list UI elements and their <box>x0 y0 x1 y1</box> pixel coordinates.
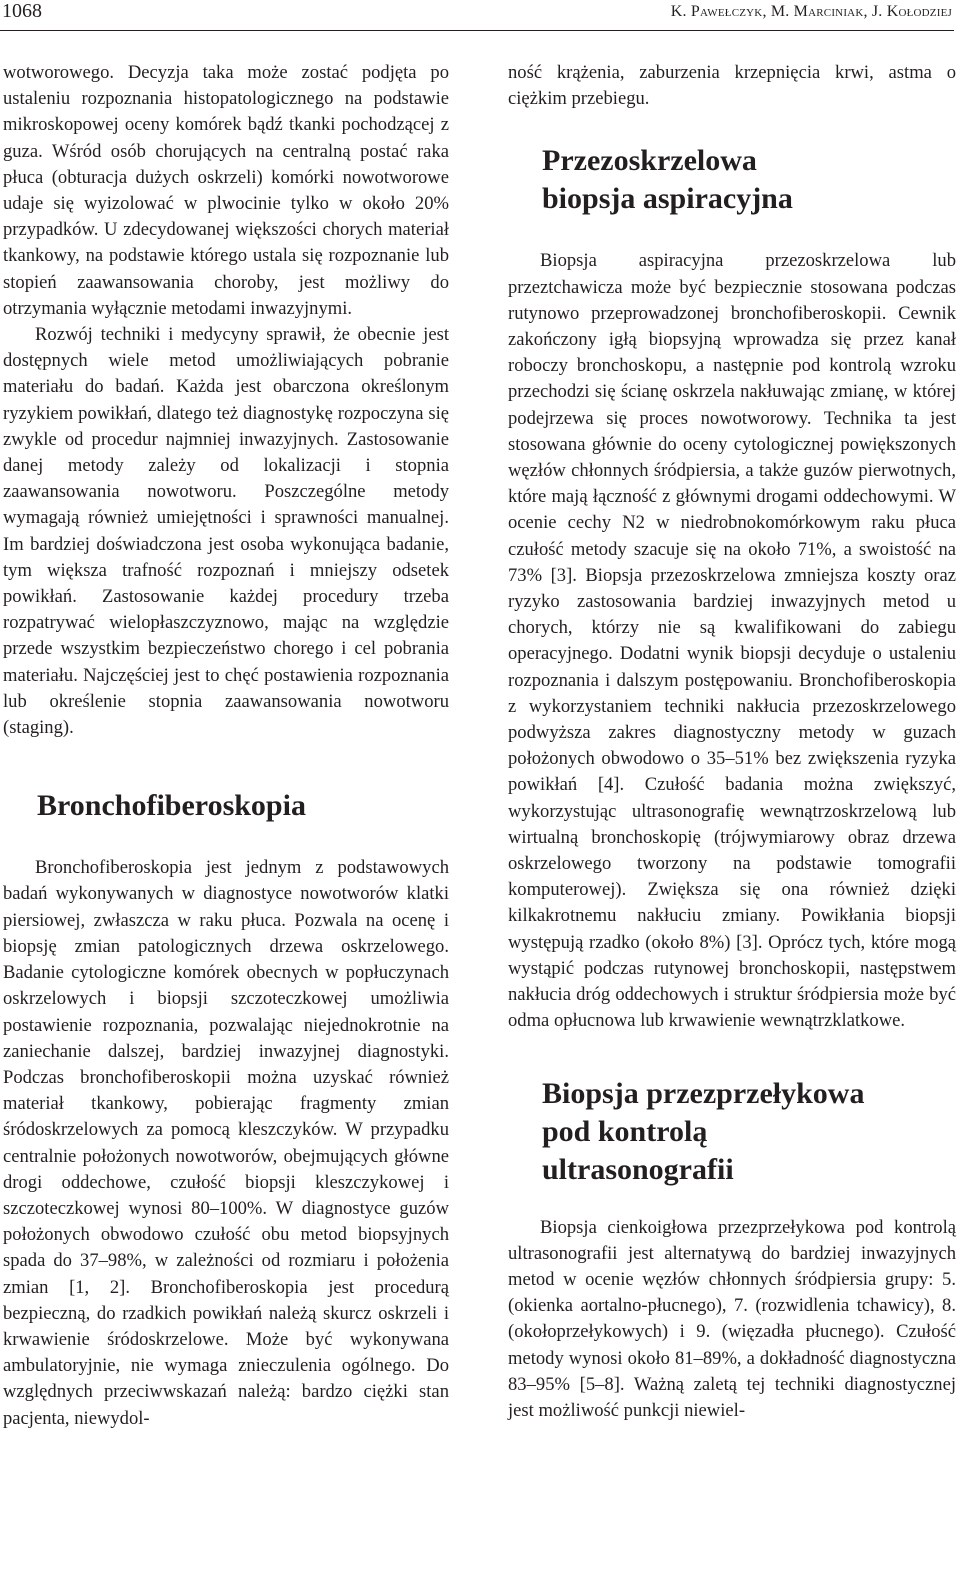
heading-line: biopsja aspiracyjna <box>542 182 793 216</box>
page-number: 1068 <box>2 0 42 22</box>
heading-line: Przezoskrzelowa <box>542 144 757 178</box>
heading-line: pod kontrolą <box>542 1114 708 1148</box>
section-heading-przezoskrzelowa <box>508 142 956 218</box>
body-paragraph: Biopsja aspiracyjna przezoskrzelowa lub przeztchawicza może być bezpiecznie stosowana podczas rutynowo przeprowadzonej bronchofiberoskopii. Cewnik zakończony igłą biopsyjną wprowadza się przez kanał roboczy bronchoskopu, a następnie pod kontrolą wzroku przechodzi się ścianę oskrzela nakłuwając zmianę, w której podejrzewa się proces nowotworowy. Technika ta jest stosowana głównie do oceny cytologicznej powiększonych węzłów chłonnych śródpiersia, a także guzów pierwotnych, które mają łączność z głównymi drogami oddechowymi. W ocenie cechy N2 w niedrobnokomórkowym raku płuca czułość metody szacuje się na około 71%, a swoistość na 73% [3]. Biopsja przezoskrzelowa zmniejsza koszty oraz ryzyko zastosowania bardziej inwazyjnych metod u chorych, którzy nie są kwalifikowani do zabiegu operacyjnego. Dodatni wynik biopsji decyduje o ustaleniu rozpoznania i dalszym postępowaniu. Bronchofiberoskopia z wykorzystaniem techniki nakłucia przezoskrzelowego podwyższa zakres diagnostyczny metody w guzach położonych obwodowo o 35–51% bez zwiększenia ryzyka powikłań [4]. Czułość badania można zwiększyć, wykorzystując ultrasonografię wewnątrzoskrzelową lub wirtualną bronchoskopię (trójwymiarowy obraz drzewa oskrzelowego tworzony na podstawie tomografii komputerowej). Zwiększa się ona również dzięki kilkakrotnemu nakłuciu zmiany. Powikłania biopsji występują rzadko (około 8%) [3]. Oprócz tych, które mogą wystąpić podczas rutynowej bronchoskopii, następstwem nakłucia dróg oddechowych i struktur śródpiersia może być odma opłucnowa lub krwawienie wewnątrzklatkowe. <box>508 250 956 1032</box>
body-paragraph: Biopsja cienkoigłowa przezprzełykowa pod kontrolą ultrasonografii jest alternatywą do bardziej inwazyjnych metod w ocenie węzłów chłonnych śródpiersia grupy: 5. (okienka aortalno-płucnego), 7. (rozwidlenia tchawicy), 8. (okołoprzełykowych) i 9. (więzadła płucnego). Czułość metody wynosi około 81–89%, a dokładność diagnostyczna 83–95% [5–8]. Ważną zaletą tej techniki diagnostycznej jest możliwość punkcji niewiel- <box>508 1216 956 1421</box>
running-header-authors: K. Pawełczyk, M. Marciniak, J. Kołodziej <box>670 3 952 20</box>
body-paragraph: Bronchofiberoskopia jest jednym z podstawowych badań wykonywanych w diagnostyce nowotworów klatki piersiowej, zwłaszcza w raku płuca. Pozwala na ocenę i biopsję zmian patologicznych drzewa oskrzelowego. Badanie cytologiczne komórek obecnych w popłuczynach oskrzelowych i biopsji szczoteczkowej umożliwia postawienie rozpoznania, pozwalając niejednokrotnie na zaniechanie dalszej, bardziej inwazyjnej diagnostyki. Podczas bronchofiberoskopii można uzyskać również materiał tkankowy, pobierając fragmenty zmian śródoskrzelowych za pomocą kleszczyków. W przypadku centralnie położonych nowotworów, obejmujących główne drogi oddechowe, czułość biopsji kleszczykowej i szczoteczkowej wynosi 80–100%. W diagnostyce guzów położonych obwodowo czułość obu metod biopsyjnych spada do 37–98%, w zależności od rozmiaru i położenia zmian [1, 2]. Bronchofiberoskopia jest procedurą bezpieczną, do rzadkich powikłań należą skurcz oskrzeli i krwawienie śródoskrzelowe. Może być wykonywana ambulatoryjnie, nie wymaga znieczulenia ogólnego. Do względnych przeciwwskazań należą: bardzo ciężki stan pacjenta, niewydol- <box>3 857 449 1429</box>
section-heading-przezprzelykowa <box>508 1075 956 1189</box>
right-column <box>508 60 956 1424</box>
heading-line: ultrasonografii <box>542 1152 734 1186</box>
body-paragraph: Rozwój techniki i medycyny sprawił, że obecnie jest dostępnych wiele metod umożliwiających pobranie materiału do badań. Każda jest obarczona określonym ryzykiem powikłań, dlatego też diagnostykę rozpoczyna się zwykle od procedur najmniej inwazyjnych. Zastosowanie danej metody zależy od lokalizacji i stopnia zaawansowania nowotworu. Poszczególne metody wymagają również umiejętności i sprawności manualnej. Im bardziej doświadczona jest osoba wykonująca badanie, tym większa trafność rozpoznań i mniejszy odsetek powikłań. Zastosowanie każdej procedury trzeba rozpatrywać wielopłaszczyznowo, mając na względzie przede wszystkim bezpieczeństwo chorego i cel pobrania materiału. Najczęściej jest to chęć postawienia rozpoznania lub określenie stopnia zaawansowania nowotworu (staging). <box>3 324 449 739</box>
body-paragraph: wotworowego. Decyzja taka może zostać podjęta po ustaleniu rozpoznania histopatologicznego na podstawie mikroskopowej oceny komórek bądź tkanki pochodzącej z guza. Wśród osób chorujących na centralną postać raka płuca (obturacja dużych oskrzeli) komórki nowotworowe udaje się wyizolować w plwocinie tylko w około 20% przypadków. U zdecydowanej większości chorych materiał tkankowy, na podstawie którego ustala się rozpoznanie lub stopień zaawansowania choroby, jest możliwy do otrzymania wyłącznie metodami inwazyjnymi. <box>3 62 449 319</box>
body-paragraph: ność krążenia, zaburzenia krzepnięcia krwi, astma o ciężkim przebiegu. <box>508 62 956 110</box>
section-heading-bronchofiberoskopia: Bronchofiberoskopia <box>37 789 306 823</box>
left-column <box>3 60 449 1432</box>
heading-line: Biopsja przezprzełykowa <box>542 1076 865 1110</box>
running-header <box>0 0 954 31</box>
